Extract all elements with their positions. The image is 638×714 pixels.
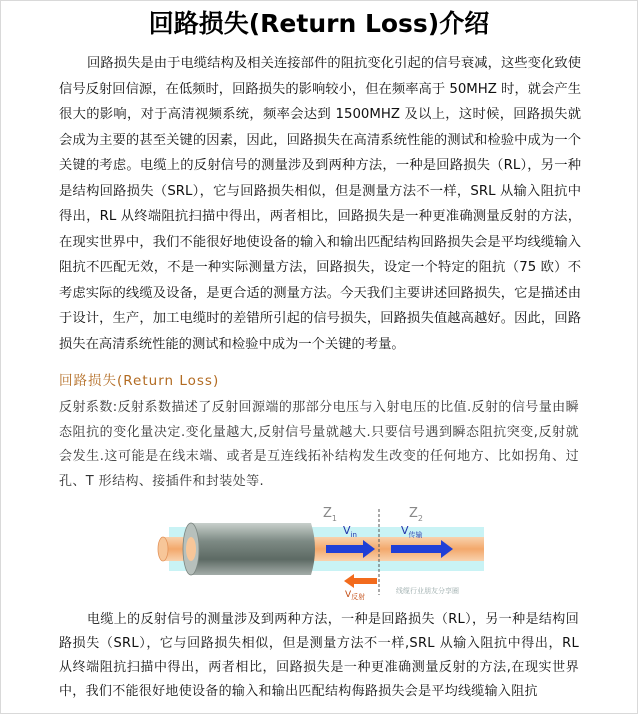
document-title: 回路损失(Return Loss)介绍: [148, 9, 490, 38]
z2-label: $Z_2$: [409, 506, 423, 523]
cable-core-end: [158, 537, 168, 561]
vreflect-label: $V_{反射}$: [345, 590, 366, 601]
cable-jacket: [187, 523, 315, 575]
vin-label: $V_{in}$: [343, 524, 357, 539]
measurement-methods-paragraph: 电缆上的反射信号的测量涉及到两种方法，一种是回路损失（RL），另一种是结构回路损失（SRL），它与回路损失相似，但是测量方法不一样,SRL 从输入阻抗中得出，RL 从终端阻抗扫描中得出，两者相比，回路损失是一种更准确测量反射的方法,在现实世界中，我们不能很好地使设备的输入和输出匹配结构侮路损失会是平均线缆输入阻抗: [59, 612, 579, 699]
vtrans-label: $V_{传输}$: [401, 524, 423, 539]
diagram-watermark: 线缆行业朋友分享圈: [396, 587, 459, 595]
section-heading: 回路损失(Return Loss): [59, 373, 220, 389]
reflected-arrow: [344, 574, 377, 588]
cable-jacket-inner: [186, 537, 196, 561]
return-loss-cable-diagram: [151, 501, 491, 601]
z1-label: $Z_1$: [323, 506, 337, 523]
reflection-coefficient-paragraph: 反射系数:反射系数描述了反射回源端的那部分电压与入射电压的比值.反射的信号量由瞬态阻抗的变化量决定.变化量越大,反射信号量就越大.只要信号遇到瞬态阻抗突变,反射就会发生.这可能是在线末端、或者是互连线拓补结构发生改变的任何地方、比如拐角、过孔、T 形结构、接插件和封装处等.: [59, 400, 579, 489]
intro-paragraph: 回路损失是由于电缆结构及相关连接部件的阻抗变化引起的信号衰减，这些变化致使信号反射回信源，在低频时，回路损失的影响较小，但在频率高于 50MHZ 时，就会产生很大的影响，对于高清视频系统，频率会达到 1500MHZ 及以上，这时候，回路损失就会成为主要的甚至关键的因素，因此，回路损失在高清系统性能的测试和检验中成为一个关键的考虑。电缆上的反射信号的测量涉及到两种方法，一种是回路损失（RL），另一种是结构回路损失（SRL），它与回路损失相似，但是测量方法不一样，SRL 从输入阻抗中得出，RL 从终端阻抗扫描中得出，两者相比，回路损失是一种更准确测量反射的方法， 在现实世界中，我们不能很好地使设备的输入和输出匹配结构回路损失会是平均线缆输入阻抗不匹配无效，不是一种实际测量方法，回路损失，设定一个特定的阻抗（75 欧）不考虑实际的线缆及设备，是更合适的测量方法。今天我们主要讲述回路损失，它是描述由于设计，生产，加工电缆时的差错所引起的信号损失，回路损失值越高越好。因此，回路损失在高清系统性能的测试和检验中成为一个关键的考量。: [59, 56, 581, 352]
